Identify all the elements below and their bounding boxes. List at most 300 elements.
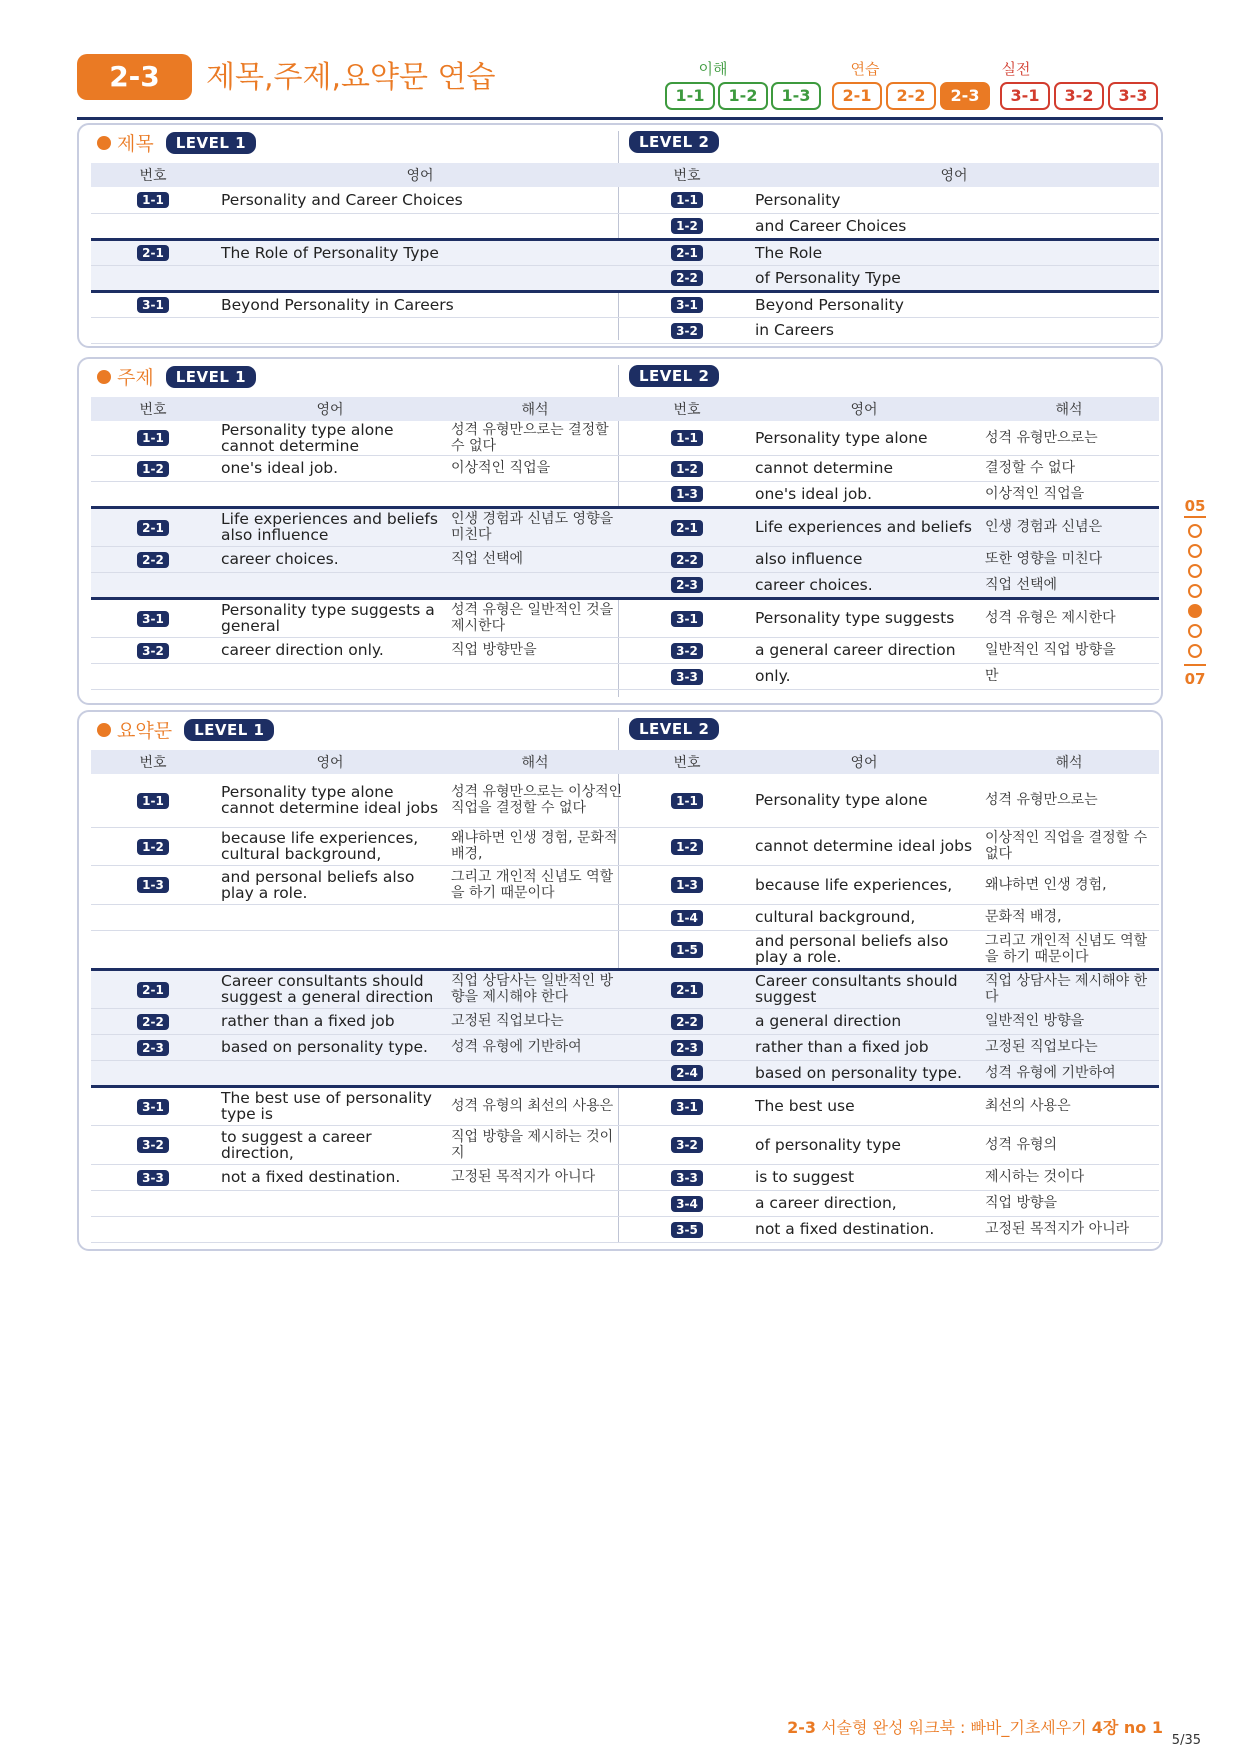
rail-dot-icon-3	[1188, 564, 1202, 578]
row-number-cell	[625, 1008, 749, 1034]
row-number-cell	[625, 1125, 749, 1164]
table-row	[91, 1008, 625, 1034]
row-number-cell	[91, 546, 215, 572]
col-header-en: 영어	[749, 163, 1159, 187]
row-number-badge: 3-2	[137, 1137, 169, 1153]
korean-cell: 성격 유형은 제시한다	[979, 598, 1159, 637]
row-number-badge: 2-2	[137, 552, 169, 568]
english-cell: to suggest a career direction,	[215, 1125, 445, 1164]
english-cell: of personality type	[749, 1125, 979, 1164]
english-cell	[215, 572, 445, 598]
row-number-cell	[91, 637, 215, 663]
row-number-badge: 3-2	[137, 643, 169, 659]
footer-text: 서술형 완성 워크북 : 빠바_기초세우기	[821, 1718, 1087, 1737]
row-number-cell	[91, 421, 215, 455]
row-number-cell	[91, 481, 215, 507]
rail-dot-icon-5	[1188, 604, 1202, 618]
table-row	[91, 969, 625, 1008]
nav-button-1-1[interactable]: 1-1	[665, 82, 715, 110]
row-number-cell	[625, 507, 749, 546]
row-number-badge: 3-1	[137, 297, 169, 313]
korean-cell: 직업 방향을 제시하는 것이지	[445, 1125, 625, 1164]
row-number-cell	[625, 930, 749, 969]
row-number-cell	[625, 663, 749, 689]
rail-start-line	[1184, 516, 1206, 518]
korean-cell: 일반적인 직업 방향을	[979, 637, 1159, 663]
english-cell: not a fixed destination.	[749, 1216, 979, 1242]
table-row	[91, 827, 625, 865]
table-level2-1	[625, 397, 1159, 690]
row-number-cell	[91, 572, 215, 598]
row-number-badge: 2-3	[137, 1040, 169, 1056]
english-cell: cannot determine ideal jobs	[749, 827, 979, 865]
english-cell	[215, 1060, 445, 1086]
chapter-progress-rail	[1183, 497, 1207, 688]
col-header-en: 영어	[749, 397, 979, 421]
row-number-badge: 1-2	[137, 839, 169, 855]
table-row	[625, 969, 1159, 1008]
col-header-num: 번호	[91, 163, 215, 187]
col-header-kr: 해석	[979, 397, 1159, 421]
rail-dot-icon-4	[1188, 584, 1202, 598]
row-number-badge: 3-4	[671, 1196, 703, 1212]
nav-button-1-3[interactable]: 1-3	[771, 82, 821, 110]
korean-cell: 성격 유형은 일반적인 것을 제시한다	[445, 598, 625, 637]
english-cell: cannot determine	[749, 455, 979, 481]
rail-start-number: 05	[1184, 497, 1206, 515]
english-cell: rather than a fixed job	[215, 1008, 445, 1034]
english-cell: Personality and Career Choices	[215, 187, 625, 213]
english-cell: The Role	[749, 239, 1159, 265]
table-row	[625, 1008, 1159, 1034]
row-number-badge: 3-1	[137, 1099, 169, 1115]
english-cell: Beyond Personality in Careers	[215, 291, 625, 317]
col-header-num: 번호	[625, 750, 749, 774]
korean-cell: 성격 유형만으로는	[979, 421, 1159, 455]
row-number-badge: 1-3	[671, 877, 703, 893]
english-cell: of Personality Type	[749, 265, 1159, 291]
table-row	[625, 1164, 1159, 1190]
table-row	[91, 663, 625, 689]
korean-cell: 직업 선택에	[445, 546, 625, 572]
row-number-badge: 2-1	[671, 982, 703, 998]
table-row	[91, 481, 625, 507]
nav-button-2-1[interactable]: 2-1	[832, 82, 882, 110]
row-number-badge: 1-1	[671, 430, 703, 446]
section-name: 요약문	[117, 720, 173, 742]
row-number-badge: 1-3	[671, 486, 703, 502]
row-number-cell	[625, 317, 749, 343]
row-number-cell	[625, 481, 749, 507]
topic-practice-panel	[77, 357, 1163, 705]
row-number-cell	[91, 827, 215, 865]
row-number-badge: 3-1	[671, 297, 703, 313]
english-cell	[215, 317, 625, 343]
table-row	[91, 774, 625, 827]
table-header-row	[625, 750, 1159, 774]
table-row	[91, 265, 625, 291]
table-row	[625, 546, 1159, 572]
english-cell: Personality type suggests a general	[215, 598, 445, 637]
col-header-en: 영어	[215, 397, 445, 421]
korean-cell: 직업 상담사는 일반적인 방향을 제시해야 한다	[445, 969, 625, 1008]
korean-cell: 고정된 직업보다는	[445, 1008, 625, 1034]
english-cell: Personality	[749, 187, 1159, 213]
row-number-badge: 3-3	[137, 1170, 169, 1186]
table-row	[625, 213, 1159, 239]
korean-cell: 인생 경험과 신념도 영향을 미친다	[445, 507, 625, 546]
nav-group-label-0: 이해	[698, 60, 728, 78]
korean-cell: 그리고 개인적 신념도 역할을 하기 때문이다	[979, 930, 1159, 969]
row-number-cell	[625, 1034, 749, 1060]
row-number-cell	[625, 187, 749, 213]
row-number-badge: 1-5	[671, 942, 703, 958]
row-number-badge: 3-2	[671, 1137, 703, 1153]
row-number-badge: 3-3	[671, 1170, 703, 1186]
korean-cell: 최선의 사용은	[979, 1086, 1159, 1125]
table-row	[91, 1034, 625, 1060]
row-number-cell	[91, 507, 215, 546]
korean-cell: 이상적인 직업을	[445, 455, 625, 481]
korean-cell: 고정된 직업보다는	[979, 1034, 1159, 1060]
table-row	[91, 1164, 625, 1190]
col-header-kr: 해석	[979, 750, 1159, 774]
row-number-cell	[91, 1060, 215, 1086]
table-row	[625, 1060, 1159, 1086]
korean-cell	[445, 1060, 625, 1086]
section-header-level2	[629, 718, 719, 740]
row-number-cell	[625, 865, 749, 904]
english-cell: based on personality type.	[749, 1060, 979, 1086]
row-number-cell	[91, 930, 215, 969]
row-number-badge: 1-2	[137, 461, 169, 477]
row-number-cell	[91, 969, 215, 1008]
korean-cell	[445, 1190, 625, 1216]
english-cell: a general direction	[749, 1008, 979, 1034]
bullet-dot-icon	[97, 136, 111, 150]
row-number-badge: 1-3	[137, 877, 169, 893]
section-name: 제목	[117, 133, 154, 155]
korean-cell: 성격 유형만으로는 이상적인 직업을 결정할 수 없다	[445, 774, 625, 827]
row-number-badge: 2-2	[671, 270, 703, 286]
english-cell: Personality type suggests	[749, 598, 979, 637]
english-cell: Career consultants should suggest	[749, 969, 979, 1008]
english-cell: one's ideal job.	[215, 455, 445, 481]
english-cell: only.	[749, 663, 979, 689]
korean-cell: 성격 유형만으로는	[979, 774, 1159, 827]
english-cell: not a fixed destination.	[215, 1164, 445, 1190]
row-number-badge: 2-2	[137, 1014, 169, 1030]
table-row	[625, 598, 1159, 637]
table-row	[625, 1086, 1159, 1125]
english-cell: based on personality type.	[215, 1034, 445, 1060]
table-level1-0	[91, 163, 625, 344]
nav-button-3-3[interactable]: 3-3	[1108, 82, 1158, 110]
english-cell: in Careers	[749, 317, 1159, 343]
row-number-cell	[625, 213, 749, 239]
table-row	[91, 572, 625, 598]
english-cell	[215, 663, 445, 689]
row-number-badge: 3-1	[671, 1099, 703, 1115]
korean-cell	[445, 930, 625, 969]
row-number-cell	[625, 546, 749, 572]
nav-button-2-3[interactable]: 2-3	[940, 82, 990, 110]
table-row	[625, 1034, 1159, 1060]
table-row	[91, 455, 625, 481]
col-header-en: 영어	[215, 750, 445, 774]
row-number-badge: 1-2	[671, 839, 703, 855]
footer-code: 2-3	[787, 1718, 816, 1737]
row-number-cell	[91, 1034, 215, 1060]
table-row	[625, 865, 1159, 904]
table-row	[625, 265, 1159, 291]
row-number-badge: 2-1	[137, 245, 169, 261]
korean-cell: 또한 영향을 미친다	[979, 546, 1159, 572]
table-header-row	[91, 750, 625, 774]
row-number-badge: 1-1	[671, 192, 703, 208]
row-number-badge: 3-2	[671, 323, 703, 339]
rail-end-number: 07	[1184, 670, 1206, 688]
english-cell: career choices.	[749, 572, 979, 598]
english-cell	[215, 481, 445, 507]
korean-cell	[445, 904, 625, 930]
table-row	[91, 213, 625, 239]
row-number-badge: 2-1	[671, 245, 703, 261]
english-cell: Personality type alone cannot determine	[215, 421, 445, 455]
english-cell: Beyond Personality	[749, 291, 1159, 317]
table-row	[91, 1190, 625, 1216]
korean-cell: 만	[979, 663, 1159, 689]
table-row	[625, 507, 1159, 546]
table-row	[625, 455, 1159, 481]
table-row	[625, 663, 1159, 689]
row-number-badge: 3-2	[671, 643, 703, 659]
header-divider	[77, 117, 1163, 120]
col-header-num: 번호	[91, 397, 215, 421]
row-number-cell	[625, 1190, 749, 1216]
row-number-badge: 1-4	[671, 910, 703, 926]
nav-button-1-2[interactable]: 1-2	[718, 82, 768, 110]
english-cell: Life experiences and beliefs also influence	[215, 507, 445, 546]
table-row	[91, 904, 625, 930]
row-number-cell	[91, 213, 215, 239]
row-number-cell	[91, 455, 215, 481]
rail-dot-icon-7	[1188, 644, 1202, 658]
row-number-badge: 2-2	[671, 552, 703, 568]
row-number-badge: 3-5	[671, 1222, 703, 1238]
english-cell	[215, 904, 445, 930]
bullet-dot-icon	[97, 723, 111, 737]
row-number-cell	[625, 1086, 749, 1125]
english-cell	[215, 213, 625, 239]
section-name: 주제	[117, 367, 154, 389]
col-header-num: 번호	[91, 750, 215, 774]
english-cell: career choices.	[215, 546, 445, 572]
table-row	[625, 317, 1159, 343]
summary-practice-panel	[77, 710, 1163, 1251]
table-row	[625, 930, 1159, 969]
row-number-cell	[91, 265, 215, 291]
english-cell	[215, 1216, 445, 1242]
rail-end-line	[1184, 664, 1206, 666]
level1-badge: LEVEL 1	[184, 719, 274, 741]
korean-cell: 일반적인 방향을	[979, 1008, 1159, 1034]
english-cell: and Career Choices	[749, 213, 1159, 239]
english-cell: The best use of personality type is	[215, 1086, 445, 1125]
table-row	[625, 1190, 1159, 1216]
page-title: 제목,주제,요약문 연습	[206, 60, 496, 95]
row-number-cell	[91, 317, 215, 343]
english-cell: Personality type alone cannot determine ideal jobs	[215, 774, 445, 827]
table-row	[625, 1125, 1159, 1164]
col-header-en: 영어	[215, 163, 625, 187]
table-row	[625, 421, 1159, 455]
row-number-badge: 2-3	[671, 577, 703, 593]
table-row	[625, 572, 1159, 598]
row-number-badge: 3-1	[671, 611, 703, 627]
english-cell: because life experiences, cultural background,	[215, 827, 445, 865]
row-number-cell	[91, 291, 215, 317]
korean-cell: 그리고 개인적 신념도 역할을 하기 때문이다	[445, 865, 625, 904]
row-number-cell	[625, 265, 749, 291]
row-number-badge: 1-1	[137, 793, 169, 809]
korean-cell	[445, 481, 625, 507]
level2-badge: LEVEL 2	[629, 365, 719, 387]
table-row	[625, 774, 1159, 827]
english-cell: The best use	[749, 1086, 979, 1125]
row-number-badge: 1-1	[137, 430, 169, 446]
level2-badge: LEVEL 2	[629, 718, 719, 740]
table-row	[91, 187, 625, 213]
row-number-cell	[625, 421, 749, 455]
rail-dot-icon-1	[1188, 524, 1202, 538]
table-header-row	[91, 397, 625, 421]
section-header-level2	[629, 365, 719, 387]
rail-dots	[1183, 524, 1207, 658]
table-row	[625, 481, 1159, 507]
english-cell: and personal beliefs also play a role.	[749, 930, 979, 969]
korean-cell: 성격 유형의	[979, 1125, 1159, 1164]
table-row	[625, 291, 1159, 317]
row-number-cell	[625, 969, 749, 1008]
col-header-kr: 해석	[445, 397, 625, 421]
table-row	[91, 317, 625, 343]
korean-cell: 고정된 목적지가 아니라	[979, 1216, 1159, 1242]
row-number-cell	[91, 1125, 215, 1164]
row-number-badge: 1-1	[671, 793, 703, 809]
table-level2-2	[625, 750, 1159, 1243]
english-cell: one's ideal job.	[749, 481, 979, 507]
row-number-cell	[91, 598, 215, 637]
table-header-row	[625, 397, 1159, 421]
nav-group-label-1: 연습	[850, 60, 880, 78]
row-number-cell	[625, 455, 749, 481]
korean-cell: 직업 선택에	[979, 572, 1159, 598]
row-number-cell	[91, 187, 215, 213]
row-number-cell	[91, 865, 215, 904]
table-row	[91, 1125, 625, 1164]
table-row	[91, 930, 625, 969]
table-row	[625, 239, 1159, 265]
table-row	[91, 1216, 625, 1242]
level1-badge: LEVEL 1	[166, 366, 256, 388]
row-number-cell	[625, 598, 749, 637]
row-number-badge: 2-1	[137, 520, 169, 536]
row-number-badge: 3-1	[137, 611, 169, 627]
section-header-level1	[97, 716, 274, 743]
row-number-cell	[91, 239, 215, 265]
korean-cell	[445, 663, 625, 689]
korean-cell: 문화적 배경,	[979, 904, 1159, 930]
table-row	[91, 637, 625, 663]
row-number-cell	[91, 1216, 215, 1242]
table-level1-1	[91, 397, 625, 690]
korean-cell: 고정된 목적지가 아니다	[445, 1164, 625, 1190]
korean-cell: 이상적인 직업을	[979, 481, 1159, 507]
row-number-cell	[91, 1190, 215, 1216]
row-number-badge: 1-2	[671, 218, 703, 234]
nav-button-2-2[interactable]: 2-2	[886, 82, 936, 110]
table-row	[625, 187, 1159, 213]
rail-dot-icon-2	[1188, 544, 1202, 558]
nav-button-3-2[interactable]: 3-2	[1054, 82, 1104, 110]
level1-badge: LEVEL 1	[166, 132, 256, 154]
row-number-cell	[625, 1216, 749, 1242]
english-cell: a career direction,	[749, 1190, 979, 1216]
col-header-num: 번호	[625, 397, 749, 421]
english-cell: Career consultants should suggest a general direction	[215, 969, 445, 1008]
english-cell: rather than a fixed job	[749, 1034, 979, 1060]
col-header-kr: 해석	[445, 750, 625, 774]
col-header-num: 번호	[625, 163, 749, 187]
table-row	[91, 865, 625, 904]
korean-cell: 직업 방향만을	[445, 637, 625, 663]
table-row	[625, 1216, 1159, 1242]
english-cell: Life experiences and beliefs	[749, 507, 979, 546]
row-number-badge: 1-2	[671, 461, 703, 477]
table-row	[91, 598, 625, 637]
english-cell: cultural background,	[749, 904, 979, 930]
korean-cell: 제시하는 것이다	[979, 1164, 1159, 1190]
english-cell	[215, 930, 445, 969]
footer	[787, 1715, 1163, 1738]
row-number-cell	[625, 774, 749, 827]
row-number-badge: 2-1	[137, 982, 169, 998]
row-number-cell	[91, 1164, 215, 1190]
row-number-badge: 2-3	[671, 1040, 703, 1056]
row-number-cell	[625, 1164, 749, 1190]
row-number-cell	[91, 1086, 215, 1125]
section-header-level1	[97, 129, 256, 156]
english-cell	[215, 265, 625, 291]
row-number-cell	[625, 1060, 749, 1086]
table-row	[625, 827, 1159, 865]
korean-cell: 인생 경험과 신념은	[979, 507, 1159, 546]
row-number-badge: 2-1	[671, 520, 703, 536]
row-number-cell	[91, 1008, 215, 1034]
level2-badge: LEVEL 2	[629, 131, 719, 153]
english-cell: Personality type alone	[749, 774, 979, 827]
row-number-badge: 3-3	[671, 669, 703, 685]
korean-cell: 왜냐하면 인생 경험, 문화적 배경,	[445, 827, 625, 865]
english-cell: also influence	[749, 546, 979, 572]
row-number-cell	[625, 904, 749, 930]
row-number-cell	[625, 827, 749, 865]
table-row	[91, 239, 625, 265]
title-practice-panel	[77, 123, 1163, 348]
nav-button-3-1[interactable]: 3-1	[1000, 82, 1050, 110]
table-row	[91, 421, 625, 455]
